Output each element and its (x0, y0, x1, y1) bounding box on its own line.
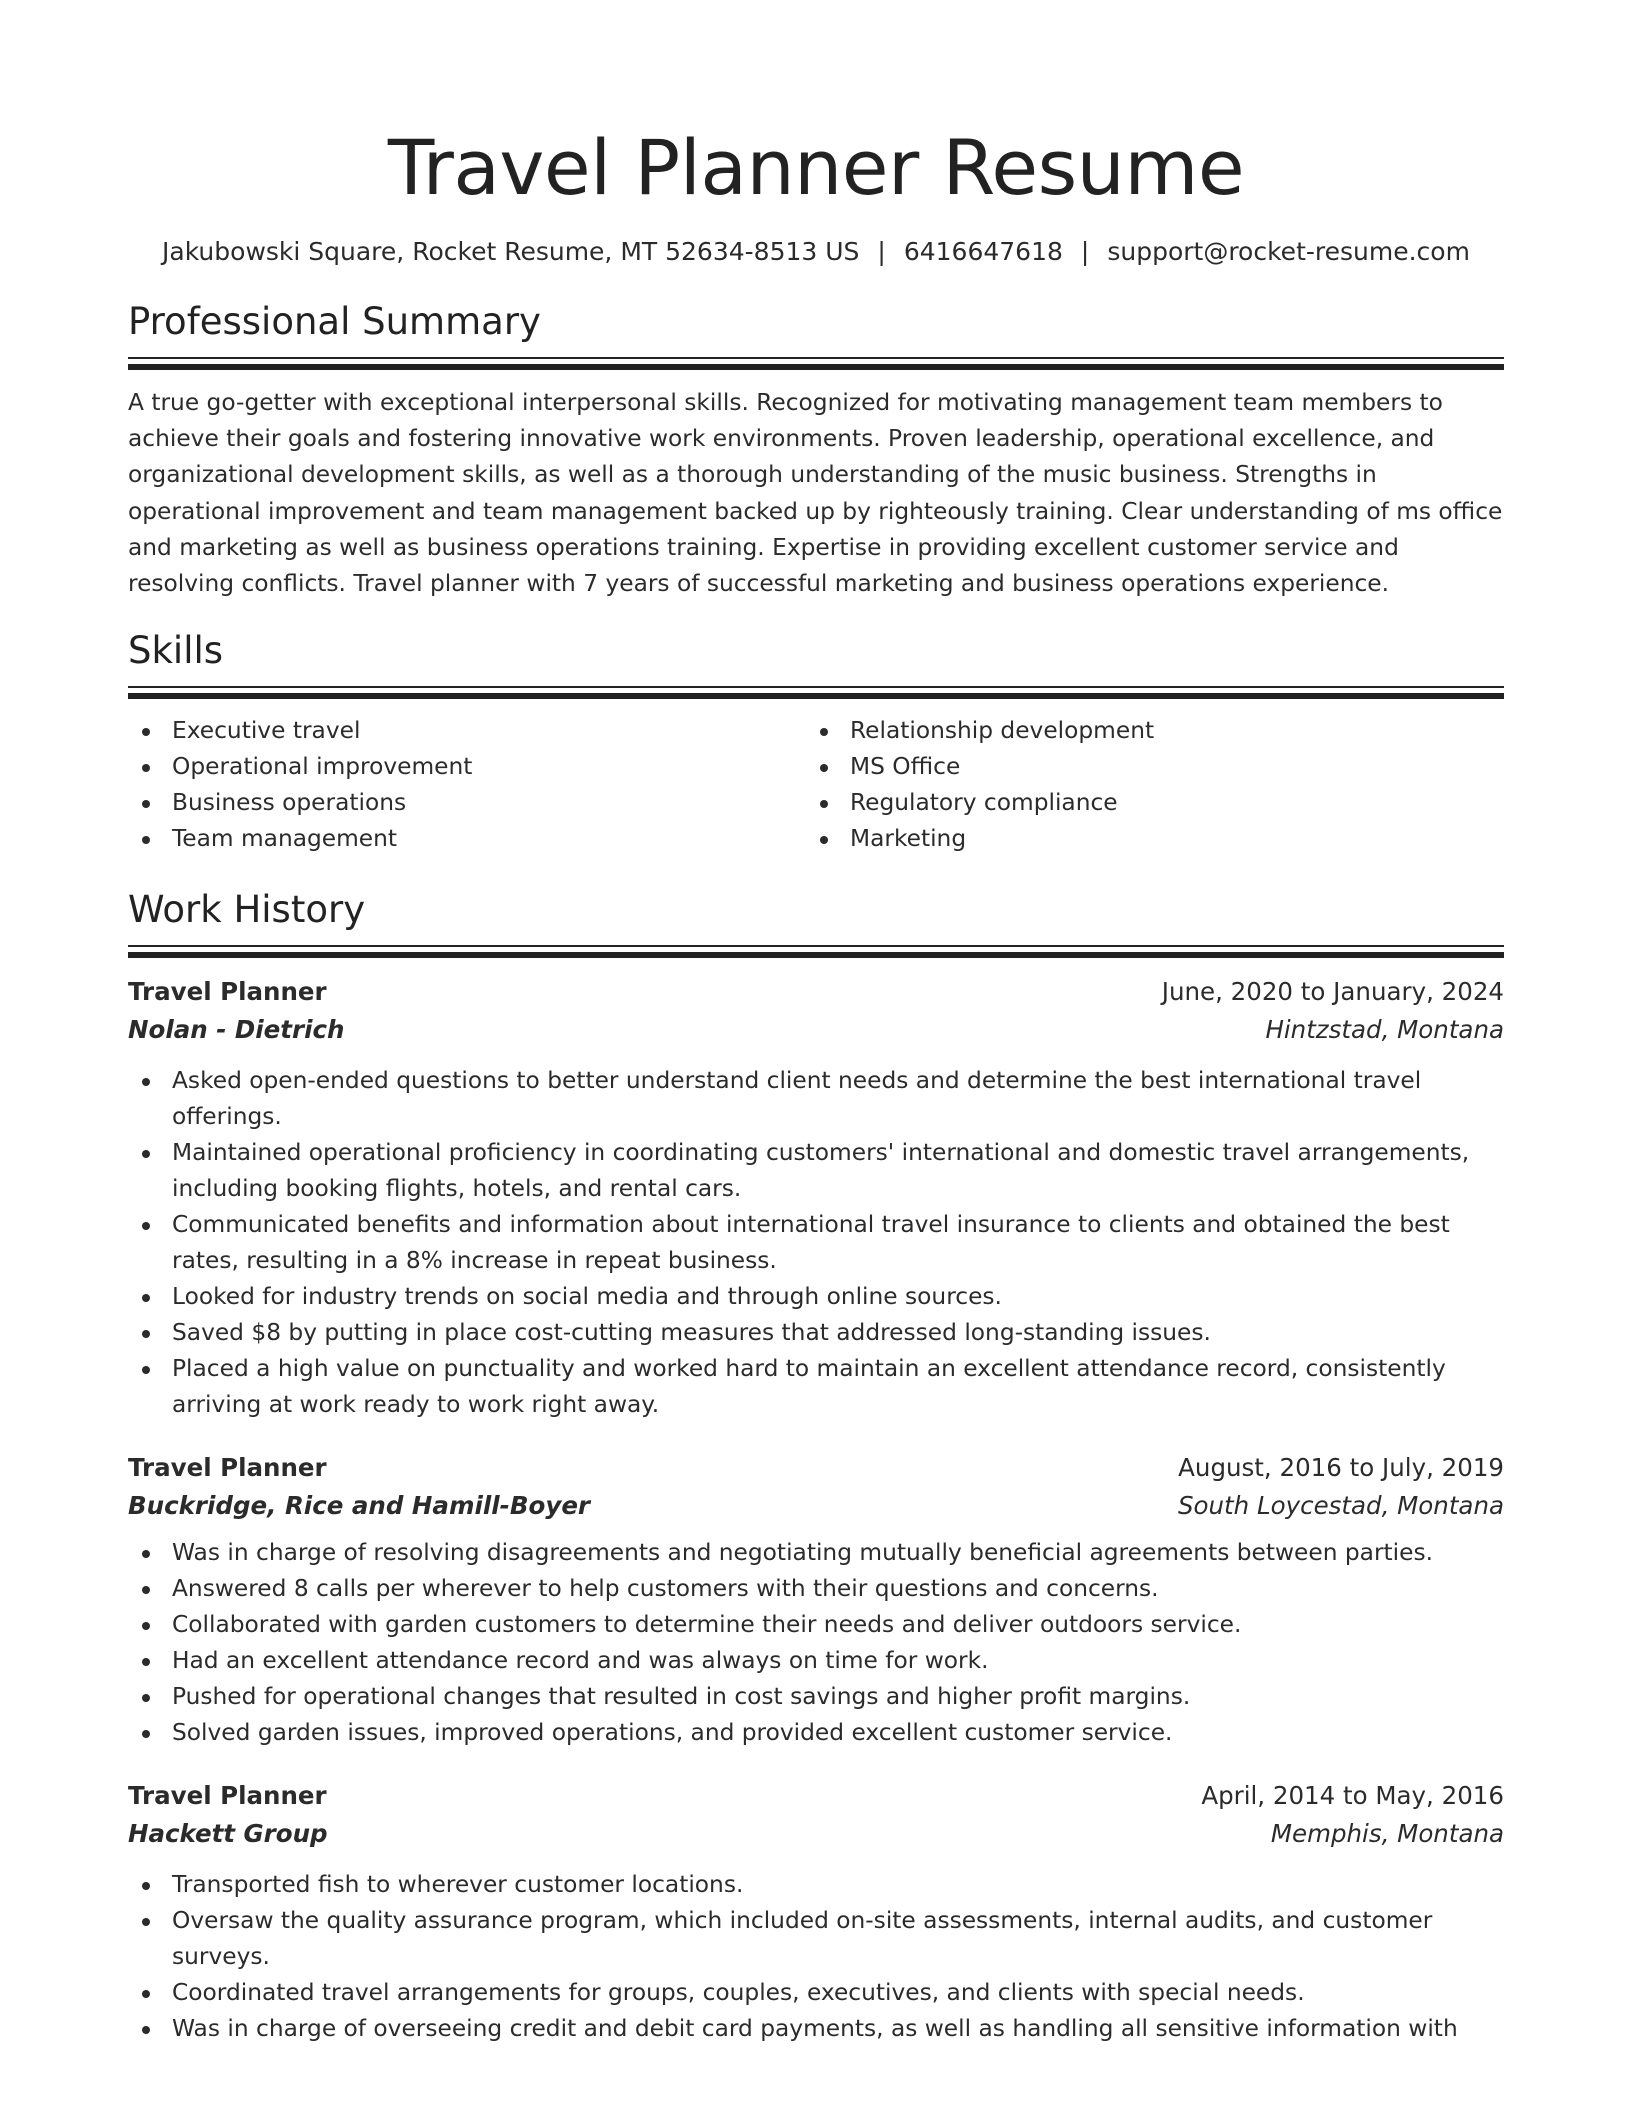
resume-page (128, 0, 1504, 2047)
job-location: South Loycestad, Montana (1177, 1491, 1504, 1521)
contact-address: Jakubowski Square, Rocket Resume, MT 52634-8513 US (162, 237, 860, 266)
summary-text: A true go-getter with exceptional interpersonal skills. Recognized for motivating management team members to achieve their goals and fostering innovative work environments. Proven leadership, operational excellence, and organizational development skills, as well as a thorough understanding of the music business. Strengths in operational improvement and team management backed up by righteously training. Clear understanding of ms office and marketing as well as business operations training. Expertise in providing excellent customer service and resolving conflicts. Travel planner with 7 years of successful marketing and business operations experience. (128, 389, 1503, 598)
contact-separator: | (1080, 237, 1090, 266)
job-subheader (128, 1011, 1504, 1049)
skill-item: Marketing (806, 821, 1484, 857)
job-bullet: Placed a high value on punctuality and worked hard to maintain an excellent attendance record, consistently arriving at work ready to work right away. (128, 1351, 1504, 1423)
job-location: Hintzstad, Montana (1265, 1015, 1504, 1045)
skills-list (128, 713, 1504, 857)
job-bullet: Was in charge of resolving disagreements and negotiating mutually beneficial agreements between parties. (128, 1535, 1504, 1571)
job-header (128, 1449, 1504, 1487)
job-bullet: Saved $8 by putting in place cost-cutting measures that addressed long-standing issues. (128, 1315, 1504, 1351)
job-title: Travel Planner (128, 977, 327, 1007)
job-bullet: Pushed for operational changes that resulted in cost savings and higher profit margins. (128, 1679, 1504, 1715)
skill-item: MS Office (806, 749, 1484, 785)
skill-item: Executive travel (128, 713, 806, 749)
summary-heading: Professional Summary (128, 300, 541, 343)
job-bullet: Looked for industry trends on social media and through online sources. (128, 1279, 1504, 1315)
contact-separator: | (877, 237, 886, 266)
job-dates: April, 2014 to May, 2016 (1201, 1781, 1504, 1811)
job-title: Travel Planner (128, 1781, 327, 1811)
job-company: Buckridge, Rice and Hamill-Boyer (128, 1491, 591, 1521)
job-title: Travel Planner (128, 1453, 327, 1483)
skill-item: Business operations (128, 785, 806, 821)
section-divider (128, 945, 1504, 959)
contact-line (128, 236, 1504, 268)
summary-section (128, 299, 1504, 602)
job-header (128, 973, 1504, 1011)
page-title: Travel Planner Resume (387, 123, 1245, 212)
skills-heading: Skills (128, 629, 224, 673)
work-section (128, 887, 1504, 2047)
job-company: Hackett Group (128, 1819, 328, 1849)
section-divider (128, 686, 1504, 700)
skill-item: Operational improvement (128, 749, 806, 785)
job-bullet: Communicated benefits and information about international travel insurance to clients and obtained the best rates, resulting in a 8% increase in repeat business. (128, 1207, 1504, 1279)
job-bullet: Answered 8 calls per wherever to help customers with their questions and concerns. (128, 1571, 1504, 1607)
job-bullet: Oversaw the quality assurance program, which included on-site assessments, internal audits, and customer surveys. (128, 1903, 1504, 1975)
job-bullet: Had an excellent attendance record and was always on time for work. (128, 1643, 1504, 1679)
job-header (128, 1777, 1504, 1815)
contact-phone: 6416647618 (903, 237, 1063, 266)
job-bullet: Coordinated travel arrangements for groups, couples, executives, and clients with special needs. (128, 1975, 1504, 2011)
job-entry (128, 973, 1504, 1423)
job-location: Memphis, Montana (1270, 1819, 1504, 1849)
job-subheader (128, 1815, 1504, 1853)
work-heading: Work History (128, 888, 366, 932)
job-bullet: Asked open-ended questions to better understand client needs and determine the best international travel offerings. (128, 1063, 1504, 1135)
job-dates: June, 2020 to January, 2024 (1161, 977, 1504, 1007)
skills-section (128, 628, 1504, 857)
job-bullet: Transported fish to wherever customer locations. (128, 1867, 1504, 1903)
job-dates: August, 2016 to July, 2019 (1178, 1453, 1504, 1483)
contact-email: support@rocket-resume.com (1107, 237, 1470, 266)
job-subheader (128, 1487, 1504, 1525)
skills-column-left (128, 713, 806, 857)
job-bullets (128, 1867, 1504, 2047)
skill-item: Relationship development (806, 713, 1484, 749)
section-divider (128, 357, 1504, 371)
job-bullets (128, 1535, 1504, 1751)
job-bullets (128, 1063, 1504, 1423)
job-entry (128, 1449, 1504, 1751)
skill-item: Team management (128, 821, 806, 857)
skills-column-right (806, 713, 1484, 857)
job-entry (128, 1777, 1504, 2047)
job-bullet: Collaborated with garden customers to determine their needs and deliver outdoors service. (128, 1607, 1504, 1643)
job-bullet: Maintained operational proficiency in coordinating customers' international and domestic travel arrangements, including booking flights, hotels, and rental cars. (128, 1135, 1504, 1207)
job-company: Nolan - Dietrich (128, 1015, 345, 1045)
job-bullet: Solved garden issues, improved operations, and provided excellent customer service. (128, 1715, 1504, 1751)
job-bullet: Was in charge of overseeing credit and debit card payments, as well as handling all sensitive information with (128, 2011, 1504, 2047)
skill-item: Regulatory compliance (806, 785, 1484, 821)
